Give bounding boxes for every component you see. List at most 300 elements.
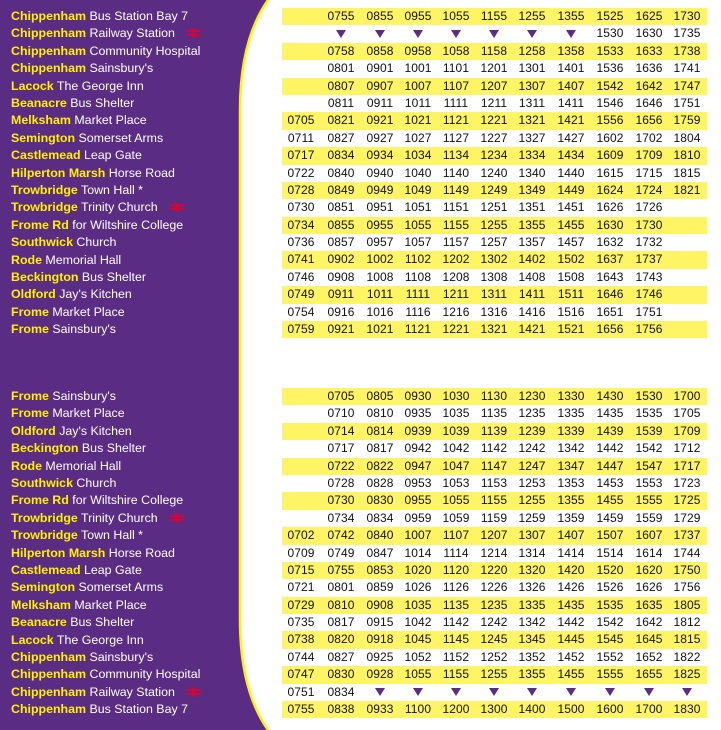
stop-town: Lacock [11, 78, 54, 93]
departure-time: 1526 [596, 580, 624, 595]
departure-time: 1445 [557, 632, 585, 647]
departure-time: 1047 [442, 458, 470, 473]
departure-time: 1207 [480, 78, 508, 93]
departure-time: 1442 [557, 615, 585, 630]
departure-time: 1737 [673, 528, 701, 543]
departure-time: 1411 [557, 95, 585, 110]
departure-time: 1637 [596, 252, 624, 267]
stop-place: Community Hospital [86, 667, 201, 682]
departure-time: 1607 [635, 528, 663, 543]
departure-time: 1812 [673, 615, 701, 630]
departure-time: 1357 [518, 235, 546, 250]
departure-time: 1314 [518, 545, 546, 560]
departure-time: 1407 [557, 528, 585, 543]
departure-time [513, 25, 551, 42]
departure-time: 0801 [327, 61, 355, 76]
departure-time: 1642 [635, 615, 663, 630]
departure-time: 0847 [366, 545, 394, 560]
departure-time: 1226 [480, 580, 508, 595]
departure-time: 0951 [366, 200, 394, 215]
departure-time: 1055 [442, 493, 470, 508]
does-not-stop-arrow-icon [566, 30, 576, 38]
departure-time: 1632 [596, 235, 624, 250]
stop-name [11, 304, 125, 321]
timetable-row [282, 286, 707, 303]
departure-time: 1508 [557, 269, 585, 284]
timetable-row [282, 649, 707, 666]
stop-place: Town Hall * [77, 528, 143, 543]
stop-town: Oldford [11, 287, 56, 302]
departure-time: 1426 [557, 580, 585, 595]
departure-time: 1140 [442, 165, 470, 180]
stop-name [11, 579, 163, 596]
departure-time: 1301 [518, 61, 546, 76]
stop-town: Melksham [11, 597, 71, 612]
timetable-row [282, 304, 707, 321]
departure-time: 0754 [287, 304, 315, 319]
departure-time: 1520 [596, 562, 624, 577]
timetable-row [282, 579, 707, 596]
departure-time: 0822 [366, 458, 394, 473]
timetable-row [282, 597, 707, 614]
departure-time: 0927 [366, 130, 394, 145]
departure-time: 1308 [480, 269, 508, 284]
stop-place: Jay's Kitchen [55, 287, 132, 302]
departure-time: 1326 [518, 580, 546, 595]
stop-town: Chippenham [11, 702, 87, 717]
timetable-row [282, 199, 707, 216]
stop-town: Trowbridge [11, 200, 78, 215]
departure-time: 1145 [442, 632, 470, 647]
departure-time: 1414 [557, 545, 585, 560]
departure-time: 0949 [366, 182, 394, 197]
departure-time: 0728 [327, 475, 355, 490]
departure-time: 1334 [518, 148, 546, 163]
departure-time: 1636 [635, 61, 663, 76]
departure-time: 1453 [596, 475, 624, 490]
stop-place: Bus Station Bay 7 [86, 9, 188, 23]
departure-time: 1744 [673, 545, 701, 560]
departure-time: 0821 [327, 113, 355, 128]
departure-time: 1355 [518, 217, 546, 232]
departure-time [282, 388, 320, 405]
stop-town: Frome Rd [11, 217, 69, 232]
stop-name [11, 25, 202, 42]
departure-time: 0810 [327, 597, 355, 612]
timetable-row [282, 492, 707, 509]
departure-time: 1747 [673, 78, 701, 93]
departure-time [591, 684, 629, 701]
departure-time: 1035 [442, 406, 470, 421]
departure-time: 1750 [673, 562, 701, 577]
timetable-row [282, 251, 707, 268]
stop-place: Church [72, 235, 117, 250]
departure-time: 1345 [518, 632, 546, 647]
departure-time: 1353 [557, 475, 585, 490]
stop-town: Lacock [11, 632, 54, 647]
departure-time: 1147 [480, 458, 508, 473]
departure-time: 1440 [557, 165, 585, 180]
departure-time: 1300 [480, 702, 508, 717]
departure-time: 1055 [442, 9, 470, 23]
departure-time: 1756 [635, 322, 663, 337]
departure-time: 1055 [404, 217, 432, 232]
departure-time: 1457 [557, 235, 585, 250]
departure-time: 1655 [635, 667, 663, 682]
does-not-stop-arrow-icon [336, 30, 346, 38]
does-not-stop-arrow-icon [489, 30, 499, 38]
stop-town: Rode [11, 252, 42, 267]
departure-time: 0702 [287, 528, 315, 543]
departure-time: 1756 [673, 580, 701, 595]
stop-place: Memorial Hall [41, 252, 122, 267]
stop-town: Castlemead [11, 563, 81, 577]
timetable-row [282, 701, 707, 718]
departure-time: 0907 [366, 78, 394, 93]
departure-time [552, 684, 590, 701]
timetable-row [282, 130, 707, 147]
outbound-timetable [282, 8, 707, 338]
departure-time: 0828 [366, 475, 394, 490]
departure-time: 1542 [596, 78, 624, 93]
departure-time: 0840 [327, 165, 355, 180]
departure-time: 0747 [287, 667, 315, 682]
stop-place: Leap Gate [80, 148, 142, 163]
departure-time: 1358 [557, 43, 585, 58]
departure-time: 1221 [442, 322, 470, 337]
departure-time: 1135 [480, 406, 508, 421]
departure-time: 1227 [480, 130, 508, 145]
departure-time: 1455 [557, 667, 585, 682]
stop-name [11, 321, 116, 338]
departure-time: 1514 [596, 545, 624, 560]
departure-time: 0955 [404, 493, 432, 508]
departure-time: 1427 [557, 130, 585, 145]
stop-place: Market Place [70, 597, 147, 612]
stop-town: Beckington [11, 270, 79, 284]
stop-place: Bus Shelter [66, 615, 135, 630]
departure-time: 0711 [287, 130, 315, 145]
departure-time: 1614 [635, 545, 663, 560]
departure-time: 1401 [557, 61, 585, 76]
departure-time: 1421 [518, 322, 546, 337]
departure-time [282, 492, 320, 509]
departure-time: 1702 [635, 130, 663, 145]
departure-time: 1021 [404, 113, 432, 128]
departure-time: 0759 [287, 322, 315, 337]
departure-time: 0933 [366, 702, 394, 717]
departure-time: 1500 [557, 702, 585, 717]
departure-time: 1320 [518, 562, 546, 577]
departure-time: 0916 [327, 304, 355, 319]
departure-time: 1342 [557, 441, 585, 456]
stop-name [11, 8, 188, 25]
departure-time: 0859 [366, 580, 394, 595]
departure-time: 1821 [673, 182, 701, 197]
stop-place: Market Place [48, 406, 125, 421]
departure-time: 1542 [596, 615, 624, 630]
departure-time: 1737 [635, 252, 663, 267]
departure-time: 1615 [596, 165, 624, 180]
departure-time: 1039 [442, 423, 470, 438]
departure-time: 0939 [404, 423, 432, 438]
departure-time: 1822 [673, 649, 701, 664]
departure-time: 1214 [480, 545, 508, 560]
departure-time: 1633 [635, 43, 663, 58]
departure-time: 1516 [557, 304, 585, 319]
stop-name [11, 112, 147, 129]
stop-place: The George Inn [53, 632, 144, 647]
stop-town: Melksham [11, 113, 71, 128]
departure-time: 1234 [480, 148, 508, 163]
departure-time: 1642 [635, 78, 663, 93]
departure-time: 1556 [596, 113, 624, 128]
stop-town: Frome [11, 304, 49, 319]
departure-time: 1311 [480, 287, 508, 302]
timetable-row [282, 182, 707, 199]
departure-time: 1311 [518, 95, 546, 110]
departure-time: 1729 [673, 510, 701, 525]
timetable-row [282, 165, 707, 182]
departure-time: 0921 [327, 322, 355, 337]
stop-place: Memorial Hall [41, 458, 122, 473]
stop-town: Frome [11, 389, 49, 403]
departure-time: 0858 [366, 43, 394, 58]
departure-time: 1643 [596, 269, 624, 284]
departure-time: 1439 [596, 423, 624, 438]
timetable-row [282, 217, 707, 234]
departure-time: 1630 [635, 26, 663, 41]
departure-time [475, 25, 513, 42]
departure-time: 0730 [327, 493, 355, 508]
departure-time: 1230 [518, 389, 546, 403]
departure-time: 1726 [635, 200, 663, 215]
departure-time: 1539 [635, 423, 663, 438]
stop-place: Sainsbury's [48, 322, 116, 337]
departure-time: 1034 [404, 148, 432, 163]
departure-time [282, 78, 320, 95]
departure-time: 1511 [557, 287, 585, 302]
departure-time: 1421 [557, 113, 585, 128]
departure-time: 0911 [327, 287, 355, 302]
departure-time: 0722 [327, 458, 355, 473]
departure-time: 0942 [404, 441, 432, 456]
stop-place: Trinity Church [77, 510, 158, 525]
departure-time: 1635 [635, 597, 663, 612]
national-rail-icon [168, 511, 185, 521]
departure-time: 1321 [518, 113, 546, 128]
departure-time: 0853 [366, 562, 394, 577]
stop-town: Hilperton Marsh [11, 545, 106, 560]
stop-place: Sainsbury's [86, 61, 154, 76]
stop-place: Railway Station [86, 684, 175, 699]
departure-time [668, 217, 706, 234]
departure-time: 1502 [557, 252, 585, 267]
departure-time: 1255 [518, 493, 546, 508]
departure-time: 1208 [442, 269, 470, 284]
stop-place: Church [72, 476, 117, 490]
departure-time: 1101 [442, 61, 470, 76]
stop-town: Chippenham [11, 684, 87, 699]
timetable-row [282, 562, 707, 579]
departure-time: 1709 [673, 423, 701, 438]
departure-time: 1724 [635, 182, 663, 197]
departure-time: 0840 [366, 528, 394, 543]
departure-time: 1732 [635, 235, 663, 250]
departure-time [361, 684, 399, 701]
departure-time: 1239 [518, 423, 546, 438]
departure-time: 1349 [518, 182, 546, 197]
departure-time: 0834 [366, 510, 394, 525]
stop-town: Semington [11, 580, 76, 595]
stop-name [11, 405, 125, 422]
stop-place: Horse Road [105, 165, 175, 180]
departure-time: 0734 [287, 217, 315, 232]
departure-time: 1040 [404, 165, 432, 180]
departure-time: 1347 [557, 458, 585, 473]
departure-time: 1355 [518, 667, 546, 682]
stop-place: Bus Shelter [66, 96, 135, 110]
stop-name [11, 95, 134, 112]
stop-town: Southwick [11, 235, 73, 250]
stop-place: Bus Station Bay 7 [86, 702, 188, 717]
departure-time: 1307 [518, 528, 546, 543]
departure-time: 1555 [596, 667, 624, 682]
does-not-stop-arrow-icon [451, 688, 461, 696]
stop-name [11, 649, 153, 666]
does-not-stop-arrow-icon [682, 688, 692, 696]
departure-time: 1359 [557, 510, 585, 525]
departure-time: 1355 [557, 493, 585, 508]
departure-time: 1001 [404, 61, 432, 76]
departure-time: 0855 [327, 217, 355, 232]
departure-time: 0955 [404, 9, 432, 23]
departure-time: 1155 [480, 9, 508, 23]
departure-time: 0838 [327, 702, 355, 717]
departure-time [322, 25, 360, 42]
timetable-row [282, 8, 707, 25]
departure-time: 0749 [287, 287, 315, 302]
departure-time: 1202 [442, 252, 470, 267]
departure-time: 1247 [518, 458, 546, 473]
departure-time: 1142 [442, 615, 470, 630]
does-not-stop-arrow-icon [527, 688, 537, 696]
timetable-row [282, 321, 707, 338]
departure-time [668, 286, 706, 303]
departure-time: 1042 [442, 441, 470, 456]
departure-time: 1152 [442, 649, 470, 664]
departure-time: 0755 [327, 562, 355, 577]
departure-time: 1738 [673, 43, 701, 58]
departure-time: 1435 [557, 597, 585, 612]
departure-time: 1159 [480, 510, 508, 525]
departure-time [668, 684, 706, 701]
departure-time: 1042 [404, 615, 432, 630]
departure-time: 1155 [442, 667, 470, 682]
departure-time: 1258 [518, 43, 546, 58]
departure-time: 1026 [404, 580, 432, 595]
departure-time: 0918 [366, 632, 394, 647]
departure-time: 1447 [596, 458, 624, 473]
departure-time: 0834 [327, 684, 355, 699]
departure-time: 0735 [287, 615, 315, 630]
departure-time: 1652 [635, 649, 663, 664]
timetable-row [282, 112, 707, 129]
departure-time: 1251 [480, 200, 508, 215]
departure-time: 1521 [557, 322, 585, 337]
departure-time: 1134 [442, 148, 470, 163]
stop-town: Frome [11, 322, 49, 337]
stop-town: Beanacre [11, 615, 67, 630]
departure-time: 1330 [557, 389, 585, 403]
departure-time [282, 8, 320, 25]
inbound-timetable [282, 388, 707, 718]
departure-time: 1825 [673, 667, 701, 682]
departure-time: 1030 [442, 389, 470, 403]
departure-time: 1411 [518, 287, 546, 302]
departure-time: 1245 [480, 632, 508, 647]
timetable-row [282, 666, 707, 683]
departure-time: 1751 [673, 95, 701, 110]
departure-time: 1307 [518, 78, 546, 93]
departure-time: 0751 [287, 684, 315, 699]
departure-time: 1730 [635, 217, 663, 232]
departure-time: 1340 [518, 165, 546, 180]
departure-time: 0728 [287, 182, 315, 197]
stop-town: Trowbridge [11, 183, 78, 197]
stop-place: for Wiltshire College [68, 493, 184, 508]
departure-time [437, 25, 475, 42]
departure-time: 0749 [327, 545, 355, 560]
timetable-row [282, 234, 707, 251]
departure-time: 1609 [596, 148, 624, 163]
departure-time: 1705 [673, 406, 701, 421]
stop-town: Chippenham [11, 9, 87, 23]
departure-time: 1625 [635, 9, 663, 23]
stop-name [11, 423, 132, 440]
departure-time: 1435 [596, 406, 624, 421]
stop-name [11, 182, 143, 199]
departure-time: 0921 [366, 113, 394, 128]
stop-place: Community Hospital [86, 43, 201, 58]
departure-time: 0717 [327, 441, 355, 456]
timetable-row [282, 78, 707, 95]
departure-time [282, 25, 320, 42]
departure-time: 0820 [327, 632, 355, 647]
departure-time: 0734 [327, 510, 355, 525]
departure-time: 1242 [518, 441, 546, 456]
departure-time: 1102 [404, 252, 432, 267]
departure-time: 1815 [673, 165, 701, 180]
stop-name [11, 492, 183, 509]
departure-time: 1525 [596, 9, 624, 23]
departure-time: 1420 [557, 562, 585, 577]
departure-time: 1553 [635, 475, 663, 490]
departure-time: 1220 [480, 562, 508, 577]
departure-time: 1751 [635, 304, 663, 319]
departure-time: 0811 [327, 95, 355, 110]
departure-time: 1546 [596, 95, 624, 110]
stop-town: Oldford [11, 423, 56, 438]
stop-name [11, 545, 175, 562]
stop-name [11, 199, 185, 216]
departure-time: 0830 [366, 493, 394, 508]
stop-name [11, 78, 144, 95]
departure-time [668, 199, 706, 216]
departure-time: 1442 [596, 441, 624, 456]
departure-time: 0935 [404, 406, 432, 421]
departure-time: 1335 [518, 597, 546, 612]
